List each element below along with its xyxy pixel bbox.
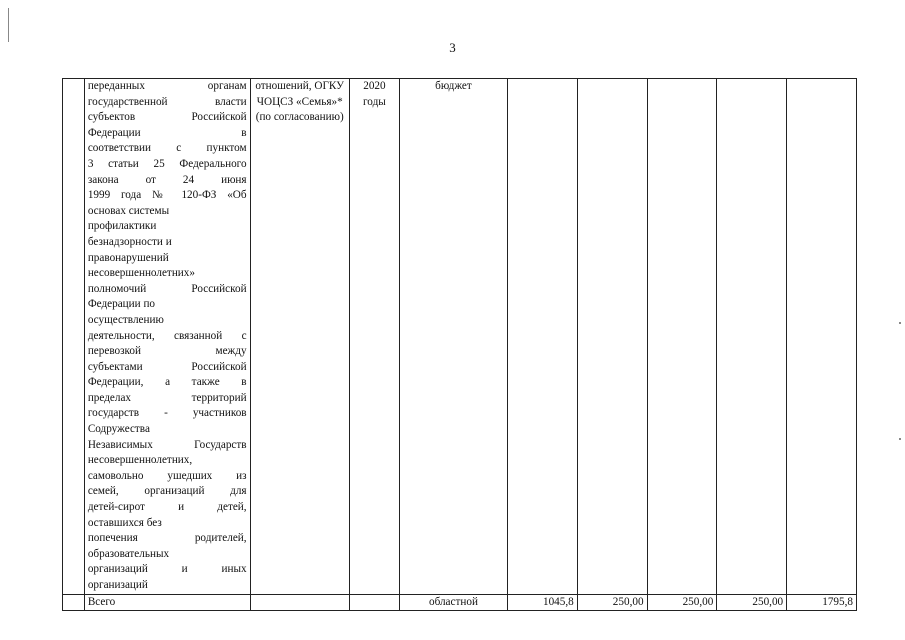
total-value: 250,00 [577, 594, 647, 611]
measure-name-line: пределах территорий [87, 391, 247, 404]
margin-dot [899, 322, 901, 324]
total-value: 250,00 [717, 594, 787, 611]
measure-name-line: безнадзорности и [87, 235, 172, 248]
measure-name-line: соответствии с пунктом [87, 142, 247, 155]
measure-name-line: семей, организаций для [87, 485, 247, 498]
num-cell [63, 594, 85, 611]
measure-name-line: основах системы [87, 204, 170, 217]
value-cell [577, 79, 647, 595]
margin-mark [8, 8, 9, 42]
total-value: 1045,8 [507, 594, 577, 611]
page-number: 3 [449, 40, 456, 55]
measure-name-line: перевозкой между [87, 345, 247, 358]
term-cell [349, 79, 399, 595]
measure-name-line: профилактики [87, 220, 157, 233]
total-label: Всего [84, 594, 250, 611]
value-cell [787, 79, 857, 595]
measure-name-line: оставшихся без [87, 516, 162, 529]
executor-cell: отношений, ОГКУ ЧОЦСЗ «Семья»* (по согласованию) [250, 79, 349, 595]
measure-name-line: несовершеннолетних» [87, 267, 195, 280]
value-cell [507, 79, 577, 595]
margin-dot [899, 438, 901, 440]
measure-name-line: организаций [87, 579, 148, 591]
measure-name-line: организаций и иных [87, 563, 247, 576]
value-cell [647, 79, 717, 595]
measure-name-line: правонарушений [87, 251, 169, 264]
measure-name-line: Содружества [87, 423, 150, 436]
measure-name-line: закона от 24 июня [87, 173, 247, 186]
measure-name-line: государств - участников [87, 407, 247, 420]
source-cell: бюджет [399, 79, 507, 595]
measure-name-line: осуществлению [87, 313, 164, 326]
measure-name-line: Федерации, а также в [87, 376, 247, 389]
measure-name-line: самовольно ушедших из [87, 469, 247, 482]
measure-name-line: государственной власти [87, 95, 247, 108]
measure-name-line: 3 статьи 25 Федерального [87, 157, 247, 170]
measure-name-line: Независимых Государств [87, 438, 247, 451]
measure-name-text [88, 79, 247, 594]
term-unit: годы [363, 95, 386, 108]
num-cell [63, 79, 85, 595]
measure-name-line: Федерации в [87, 126, 247, 139]
term-cell [349, 594, 399, 611]
measure-name-line: несовершеннолетних, [87, 454, 193, 467]
term-year: 2020 [363, 80, 386, 92]
total-value: 1795,8 [787, 594, 857, 611]
measure-name-line: деятельности, связанной с [87, 329, 247, 342]
measure-name-line: переданных органам [87, 80, 247, 92]
total-source: областной [399, 594, 507, 611]
measure-name-line: полномочий Российской [87, 282, 247, 295]
total-value: 250,00 [647, 594, 717, 611]
value-cell [717, 79, 787, 595]
measure-name-line: субъектами Российской [87, 360, 247, 373]
measure-name-line: субъектов Российской [87, 111, 247, 124]
program-table [62, 78, 857, 611]
total-row [63, 594, 857, 611]
measure-name-line: Федерации по [87, 298, 156, 311]
executor-cell [250, 594, 349, 611]
measure-name-line: образовательных [87, 547, 170, 560]
measure-name-cell [84, 79, 250, 595]
measure-name-line: попечения родителей, [87, 532, 247, 545]
measure-name-line: детей-сирот и детей, [87, 501, 247, 514]
measure-name-line: 1999 года № 120-ФЗ «Об [87, 189, 247, 202]
table-row [63, 79, 857, 595]
